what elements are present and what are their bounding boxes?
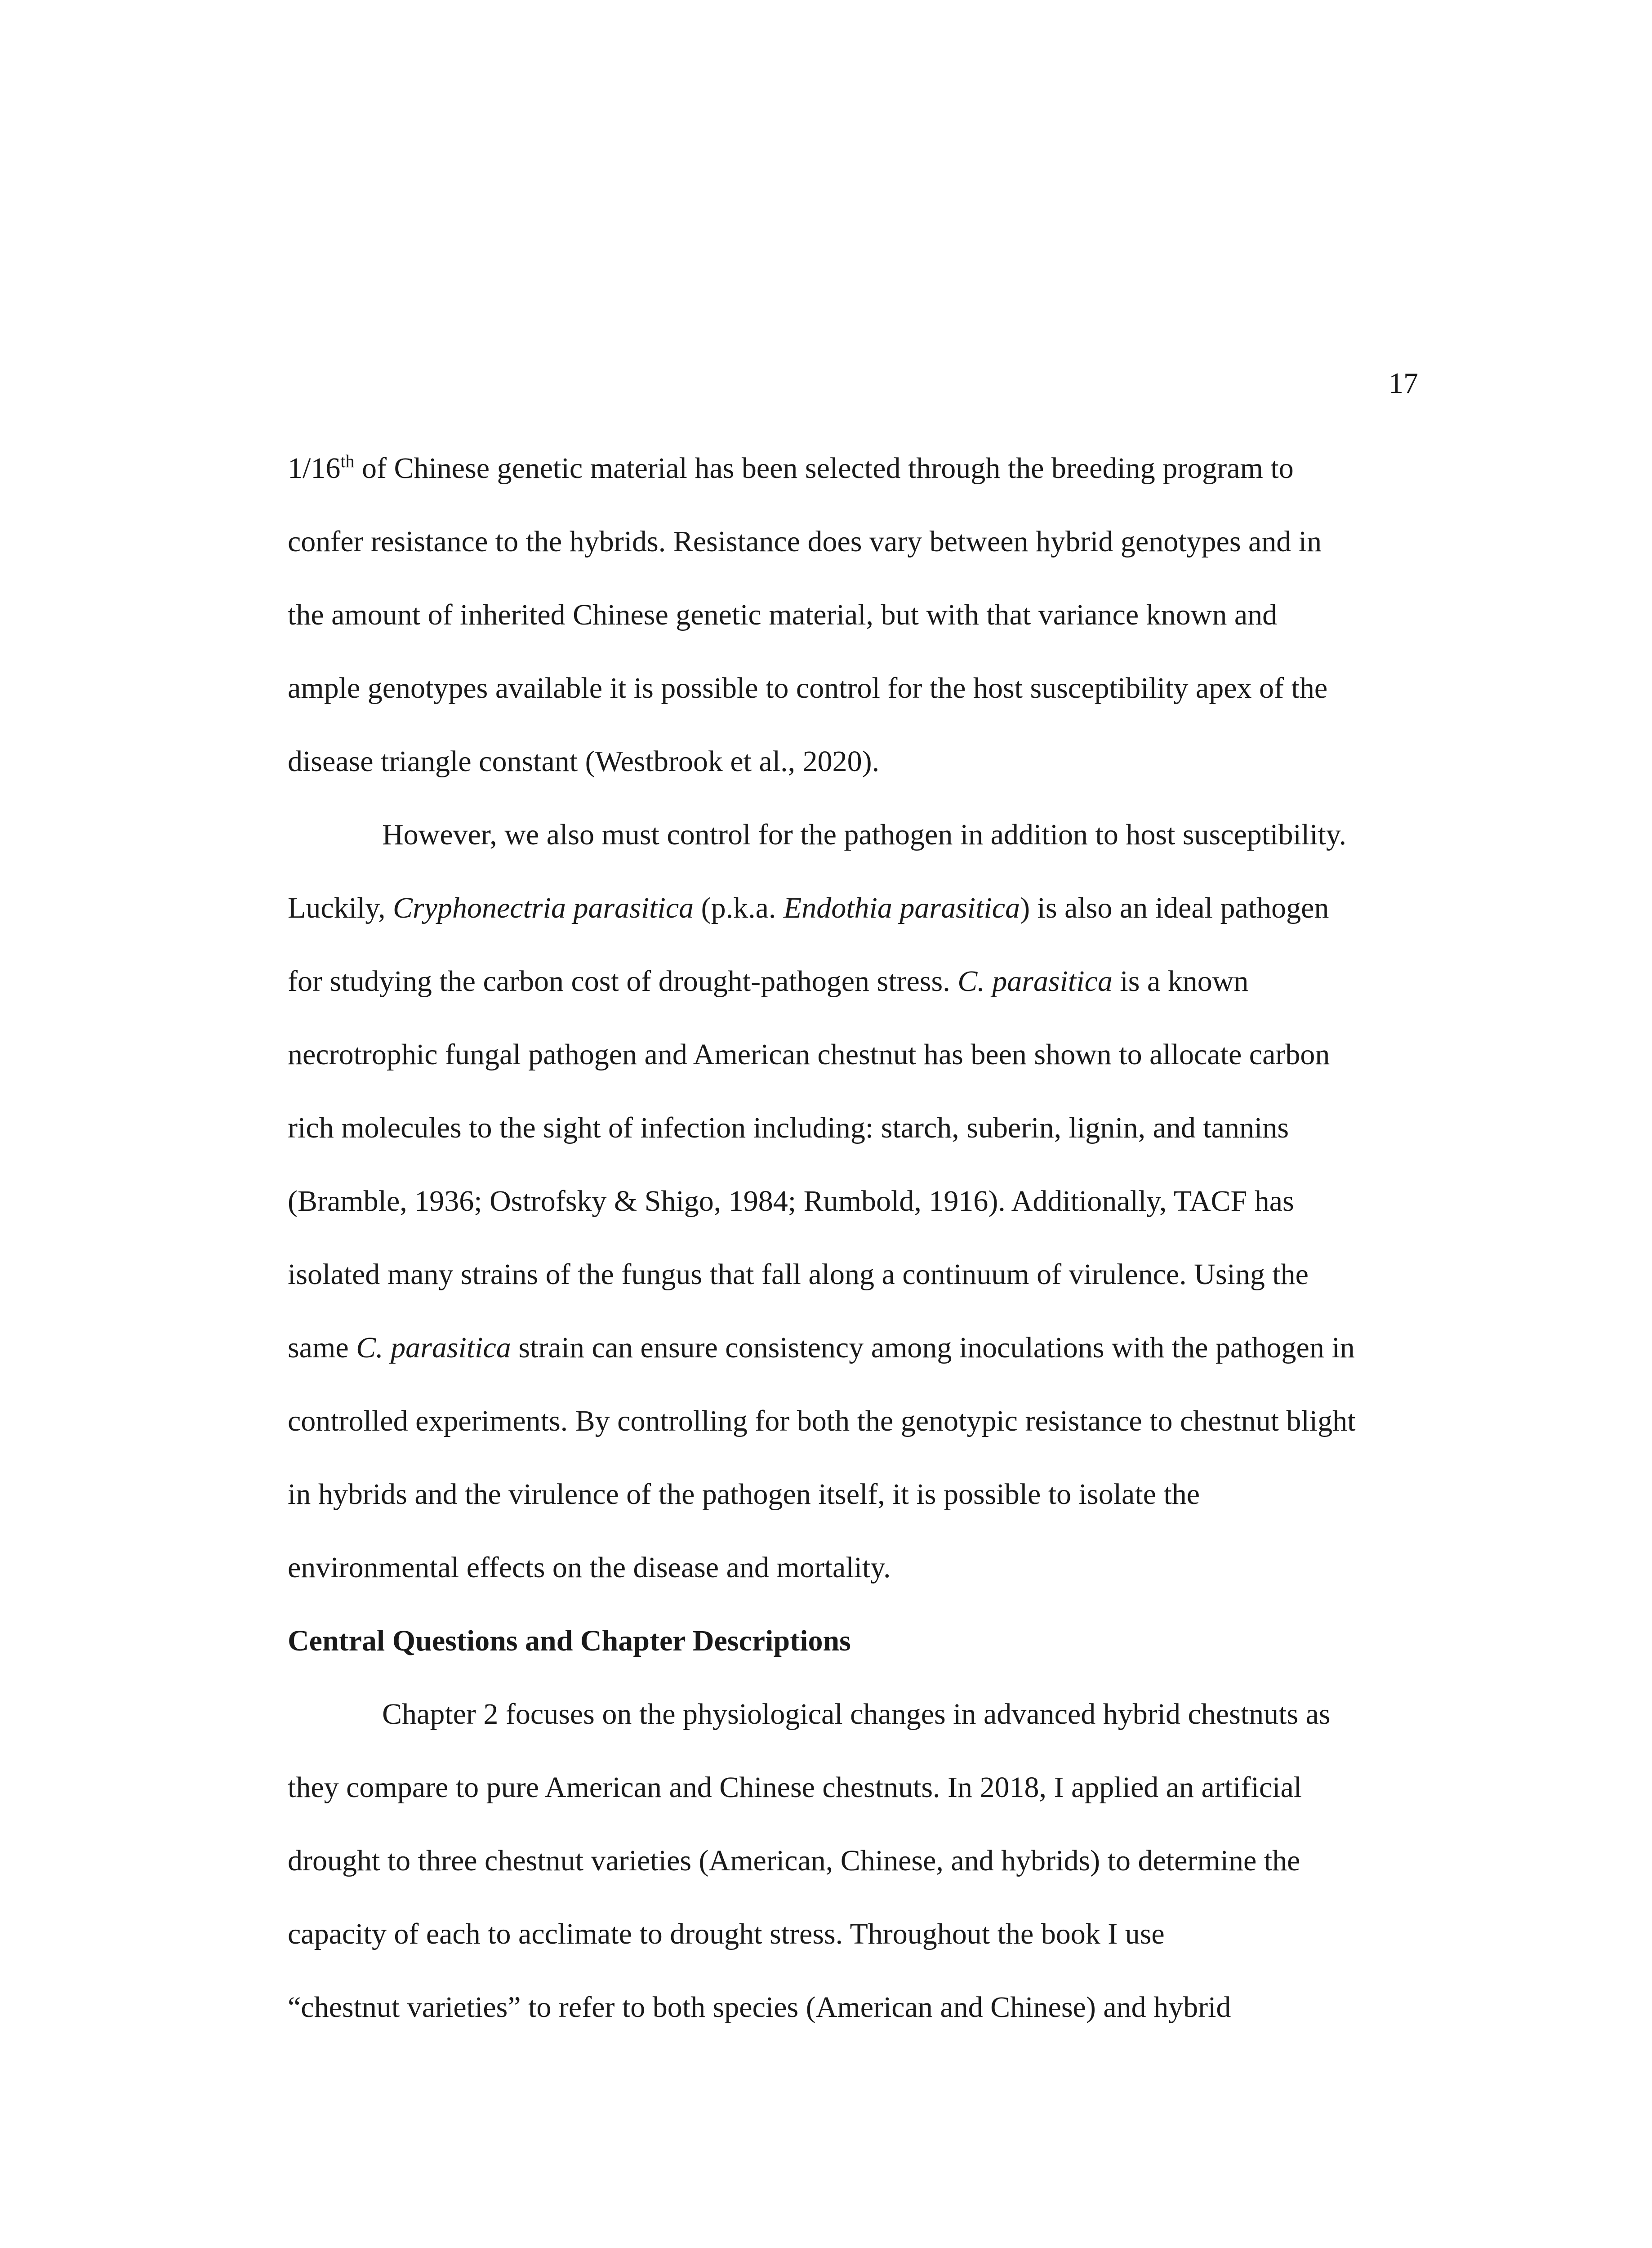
paragraph-2 bbox=[288, 798, 1438, 1604]
text-line: ample genotypes available it is possible to control for the host susceptibility apex of the bbox=[288, 672, 1328, 705]
text-fragment: of Chinese genetic material has been selected through the breeding program to bbox=[354, 452, 1294, 485]
text-line: in hybrids and the virulence of the pathogen itself, it is possible to isolate the bbox=[288, 1478, 1200, 1511]
text-line: they compare to pure American and Chinese chestnuts. In 2018, I applied an artificial bbox=[288, 1771, 1302, 1804]
text-line: (Bramble, 1936; Ostrofsky & Shigo, 1984; Rumbold, 1916). Additionally, TACF has bbox=[288, 1185, 1294, 1218]
text-line: controlled experiments. By controlling for both the genotypic resistance to chestnut blight bbox=[288, 1405, 1356, 1437]
text-line: “chestnut varieties” to refer to both species (American and Chinese) and hybrid bbox=[288, 1991, 1231, 2024]
species-name: Cryphonectria parasitica bbox=[393, 892, 694, 924]
paragraph-1 bbox=[288, 432, 1438, 798]
superscript: th bbox=[340, 451, 355, 471]
text-line bbox=[288, 432, 1438, 505]
text-fragment: same bbox=[288, 1331, 356, 1364]
text-line: environmental effects on the disease and mortality. bbox=[288, 1551, 891, 1584]
text-line: confer resistance to the hybrids. Resistance does vary between hybrid genotypes and in bbox=[288, 525, 1322, 558]
species-name: C. parasitica bbox=[356, 1331, 511, 1364]
document-body bbox=[288, 432, 1438, 2044]
text-line bbox=[288, 945, 1438, 1018]
text-fragment: for studying the carbon cost of drought-pathogen stress. bbox=[288, 965, 958, 998]
species-name: C. parasitica bbox=[957, 965, 1113, 998]
text-line bbox=[288, 1311, 1438, 1384]
page-number: 17 bbox=[1389, 367, 1418, 400]
section-heading: Central Questions and Chapter Descriptions bbox=[288, 1624, 851, 1657]
text-line: However, we also must control for the pathogen in addition to host susceptibility. bbox=[382, 818, 1347, 851]
text-fragment: strain can ensure consistency among inoculations with the pathogen in bbox=[511, 1331, 1355, 1364]
text-line: Chapter 2 focuses on the physiological changes in advanced hybrid chestnuts as bbox=[382, 1698, 1331, 1731]
text-line: necrotrophic fungal pathogen and American chestnut has been shown to allocate carbon bbox=[288, 1038, 1330, 1071]
text-fragment: 1/16 bbox=[288, 452, 341, 485]
paragraph-3 bbox=[288, 1677, 1438, 2044]
text-line: capacity of each to acclimate to drought stress. Throughout the book I use bbox=[288, 1918, 1165, 1950]
species-name: Endothia parasitica bbox=[783, 892, 1020, 924]
text-fragment: (p.k.a. bbox=[694, 892, 784, 924]
text-line bbox=[288, 871, 1438, 945]
text-line: rich molecules to the sight of infection including: starch, suberin, lignin, and tannins bbox=[288, 1111, 1289, 1144]
text-line: isolated many strains of the fungus that fall along a continuum of virulence. Using the bbox=[288, 1258, 1309, 1291]
text-line: disease triangle constant (Westbrook et al., 2020). bbox=[288, 745, 880, 778]
text-fragment: is a known bbox=[1112, 965, 1249, 998]
text-fragment: Luckily, bbox=[288, 892, 393, 924]
text-line: drought to three chestnut varieties (American, Chinese, and hybrids) to determine the bbox=[288, 1844, 1300, 1877]
text-line: the amount of inherited Chinese genetic material, but with that variance known and bbox=[288, 598, 1278, 631]
text-fragment: ) is also an ideal pathogen bbox=[1020, 892, 1329, 924]
